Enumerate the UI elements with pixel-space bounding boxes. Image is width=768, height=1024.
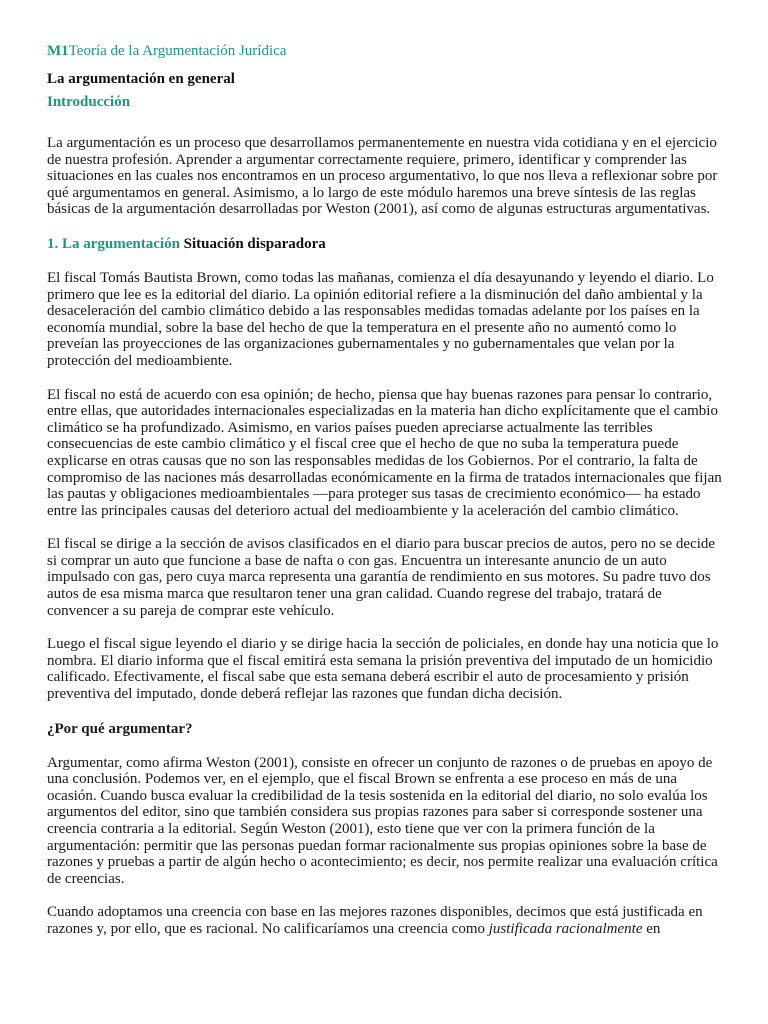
paragraph-italic-text: justificada racionalmente bbox=[488, 920, 643, 937]
section-2-title: ¿Por qué argumentar? bbox=[47, 720, 193, 737]
paragraph-text: Cuando adoptamos una creencia con base en las mejores razones disponibles, decimos que está justificada en razones y, por ello, que es racional. No calificaríamos una creencia como bbox=[47, 904, 703, 937]
paragraph-text: en bbox=[642, 920, 661, 937]
module-title-line bbox=[47, 42, 722, 61]
section-1-subtitle: Situación disparadora bbox=[183, 235, 326, 252]
section-1-title bbox=[47, 235, 722, 253]
section-1-paragraph: El fiscal se dirige a la sección de avisos clasificados en el diario para buscar precios de autos, pero no se decide si comprar un auto que funcione a base de nafta o con gas. Encuentra un interesante anuncio de un auto impulsado con gas, pero cuya marca representa una garantía de rendimiento en sus motores. Su padre tuvo dos autos de esa misma marca que resultaron tener una gran calidad. Cuando regrese del trabajo, tratará de convencer a su pareja de comprar este vehículo. bbox=[47, 536, 716, 619]
intro-paragraph: La argumentación es un proceso que desarrollamos permanentemente en nuestra vida cotidiana y en el ejercicio de nuestra profesión. Aprender a argumentar correctamente requiere, primero, identificar y comprender las situaciones en las cuales nos encontramos en un proceso argumentativo, lo que nos lleva a reflexionar sobre por qué argumentamos en general. Asimismo, a lo largo de este módulo haremos una breve síntesis de las reglas básicas de la argumentación desarrolladas por Weston (2001), así como de algunas estructuras argumentativas. bbox=[47, 135, 718, 218]
section-1-paragraph: El fiscal Tomás Bautista Brown, como todas las mañanas, comienza el día desayunando y leyendo el diario. Lo primero que lee es la editorial del diario. La opinión editorial refiere a la disminución del daño ambiental y la desaceleración del cambio climático debido a las responsables medidas tomadas adelante por los países en la economía mundial, sobre la base del hecho de que la temperatura en el presente año no aumentó como lo preveían las proyecciones de las organizaciones gubernamentales y no gubernamentales que velan por la protección del medioambiente. bbox=[47, 269, 714, 369]
section-1-paragraph: Luego el fiscal sigue leyendo el diario y se dirige hacia la sección de policiales, en donde hay una noticia que lo nombra. El diario informa que el fiscal emitirá esta semana la prisión preventiva del imputado de un homicidio calificado. Efectivamente, el fiscal sabe que esta semana deberá escribir el auto de procesamiento y prisión preventiva del imputado, donde deberá reflejar las razones que fundan dicha decisión. bbox=[47, 636, 719, 703]
main-heading: La argumentación en general bbox=[47, 71, 235, 87]
section-1-paragraph: El fiscal no está de acuerdo con esa opinión; de hecho, piensa que hay buenas razones para pensar lo contrario, entre ellas, que autoridades internacionales especializadas en la materia han dicho explícitamente que el cambio climático se ha profundizado. Asimismo, en varios países pueden apreciarse actualmente las terribles consecuencias de este cambio climático y el fiscal cree que el hecho de que no suba la temperatura puede explicarse en otras causas que no son las responsables medidas de los Gobiernos. Por el contrario, la falta de compromiso de las naciones más desarrolladas económicamente en la firma de tratados internacionales que fijan las pautas y obligaciones medioambientales —para proteger sus tasas de crecimiento económico— ha estado entre las principales causas del deterioro actual del medioambiente y la aceleración del cambio climático. bbox=[47, 386, 722, 519]
module-code: M1 bbox=[47, 43, 69, 59]
section-2-paragraph: Argumentar, como afirma Weston (2001), consiste en ofrecer un conjunto de razones o de pruebas en apoyo de una conclusión. Podemos ver, en el ejemplo, que el fiscal Brown se enfrenta a ese proceso en más de una ocasión. Cuando busca evaluar la credibilidad de la tesis sostenida en la editorial del diario, no solo evalúa los argumentos del editor, sino que también considera sus propias razones para saber si corresponde sostener una creencia contraria a la editorial. Según Weston (2001), esto tiene que ver con la primera función de la argumentación: permitir que las personas puedan formar racionalmente sus propias opiniones sobre la base de razones y pruebas a partir de algún hecho o acontecimiento; es decir, nos permite realizar una evaluación crítica de creencias. bbox=[47, 754, 718, 887]
intro-heading: Introducción bbox=[47, 94, 131, 110]
module-title: Teoría de la Argumentación Jurídica bbox=[68, 43, 287, 59]
section-1-number: 1. La argumentación bbox=[47, 235, 180, 252]
section-2-paragraph-continued bbox=[47, 904, 722, 937]
